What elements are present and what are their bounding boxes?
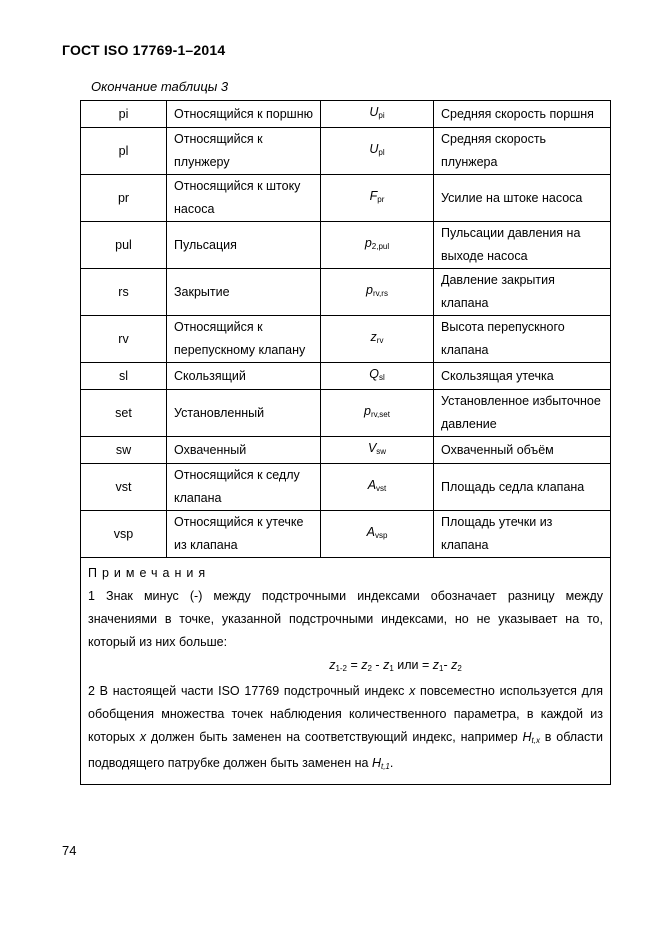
table-row [81,464,611,511]
table-row [81,511,611,558]
table-row [81,269,611,316]
note-2-sub: t,1 [380,762,390,771]
terms-table [80,100,611,785]
symbol-description: Высота перепускного клапана [434,316,611,363]
formula-var: z [451,658,458,672]
subscript-meaning: Относящийся к плунжеру [167,128,321,175]
note-2-text: должен быть заменен на соответствующий индекс, например [146,730,523,744]
formula [88,654,603,680]
subscript-abbr: pr [81,175,167,222]
note-2-text: повсеместно используется для обобщения множества точек наблюдения количественного параметра, в каждой из которых [88,684,603,744]
subscript-meaning: Относящийся к поршню [167,101,321,128]
note-2 [88,680,603,778]
subscript-meaning: Относящийся к седлу клапана [167,464,321,511]
subscript-abbr: pl [81,128,167,175]
symbol-cell [321,269,434,316]
subscript-abbr: rs [81,269,167,316]
symbol-subscript: pl [378,148,385,157]
symbol-cell [321,222,434,269]
table-row [81,101,611,128]
formula-sub: 1 [439,664,444,673]
symbol-subscript: sl [378,373,385,382]
symbol-letter: F [369,189,378,203]
symbol-letter: U [369,105,379,119]
symbol-description: Площадь утечки из клапана [434,511,611,558]
symbol-letter: z [370,330,377,344]
symbol-subscript: vst [376,484,387,493]
note-2-text: 2 В настоящей части ISO 17769 подстрочный индекс [88,684,410,698]
symbol-description: Пульсации давления на выходе насоса [434,222,611,269]
table-row [81,390,611,437]
symbol-subscript: pr [377,195,385,204]
symbol-cell [321,390,434,437]
symbol-letter: A [366,525,375,539]
subscript-abbr: rv [81,316,167,363]
symbol-subscript: 2,pul [371,242,390,251]
document-header: ГОСТ ISO 17769-1–2014 [62,42,226,58]
symbol-cell [321,316,434,363]
symbol-letter: p [364,236,372,250]
symbol-letter: p [364,404,371,418]
note-1: 1 Знак минус (-) между подстрочными индексами обозначает разницу между значениями в точке, указанной подстрочными индексами, но не указывает на то, который из них больше: [88,589,603,649]
symbol-cell [321,101,434,128]
symbol-letter: Q [369,367,379,381]
note-2-text: в области подводящего патрубке должен быть заменен на [88,730,604,770]
note-2-var: H [522,730,532,744]
symbol-description: Усилие на штоке насоса [434,175,611,222]
page-number: 74 [62,843,77,858]
symbol-description: Скользящая утечка [434,363,611,390]
note-2-var: x [409,684,416,698]
table-body [81,101,611,558]
subscript-meaning: Относящийся к штоку насоса [167,175,321,222]
symbol-subscript: vsp [374,531,388,540]
subscript-meaning: Относящийся к утечке из клапана [167,511,321,558]
symbol-subscript: sw [376,447,387,456]
table-row [81,363,611,390]
subscript-abbr: vsp [81,511,167,558]
formula-var: z [361,658,368,672]
subscript-abbr: sl [81,363,167,390]
table-row [81,175,611,222]
subscript-meaning: Относящийся к перепускному клапану [167,316,321,363]
table-row [81,437,611,464]
symbol-description: Площадь седла клапана [434,464,611,511]
symbol-letter: U [369,142,379,156]
formula-op: = [347,658,362,672]
table-row [81,128,611,175]
symbol-cell [321,437,434,464]
table-caption: Окончание таблицы 3 [91,79,229,94]
formula-sub: 1-2 [335,664,347,673]
notes-row [81,558,611,785]
symbol-cell [321,363,434,390]
note-2-text: . [389,756,394,770]
symbol-description: Средняя скорость плунжера [434,128,611,175]
subscript-abbr: set [81,390,167,437]
formula-var: z [383,658,390,672]
symbol-subscript: pi [378,111,385,120]
note-2-var: x [139,730,147,744]
formula-op: или = [393,658,433,672]
symbol-cell [321,175,434,222]
symbol-description: Давление закрытия клапана [434,269,611,316]
subscript-meaning: Пульсация [167,222,321,269]
symbol-letter: p [366,283,373,297]
notes-title: Примечания [88,566,211,580]
formula-var: z [432,658,439,672]
formula-op: - [371,658,384,672]
symbol-description: Охваченный объём [434,437,611,464]
symbol-letter: A [367,478,377,492]
note-2-sub: t,x [531,736,540,745]
formula-sub: 1 [389,664,394,673]
symbol-description: Средняя скорость поршня [434,101,611,128]
subscript-abbr: pi [81,101,167,128]
subscript-meaning: Закрытие [167,269,321,316]
subscript-meaning: Скользящий [167,363,321,390]
subscript-meaning: Установленный [167,390,321,437]
symbol-subscript: rv,set [370,410,390,419]
subscript-abbr: sw [81,437,167,464]
formula-op: - [443,658,452,672]
symbol-description: Установленное избыточное давление [434,390,611,437]
symbol-subscript: rv [376,336,384,345]
formula-sub: 2 [367,664,372,673]
subscript-abbr: pul [81,222,167,269]
table-row [81,316,611,363]
symbol-cell [321,464,434,511]
symbol-cell [321,511,434,558]
formula-sub: 2 [457,664,462,673]
symbol-letter: V [367,441,377,455]
table-row [81,222,611,269]
notes-cell [81,558,611,785]
note-2-var: H [371,756,381,770]
subscript-abbr: vst [81,464,167,511]
subscript-meaning: Охваченный [167,437,321,464]
formula-var: z [329,658,336,672]
symbol-cell [321,128,434,175]
symbol-subscript: rv,rs [372,289,388,298]
